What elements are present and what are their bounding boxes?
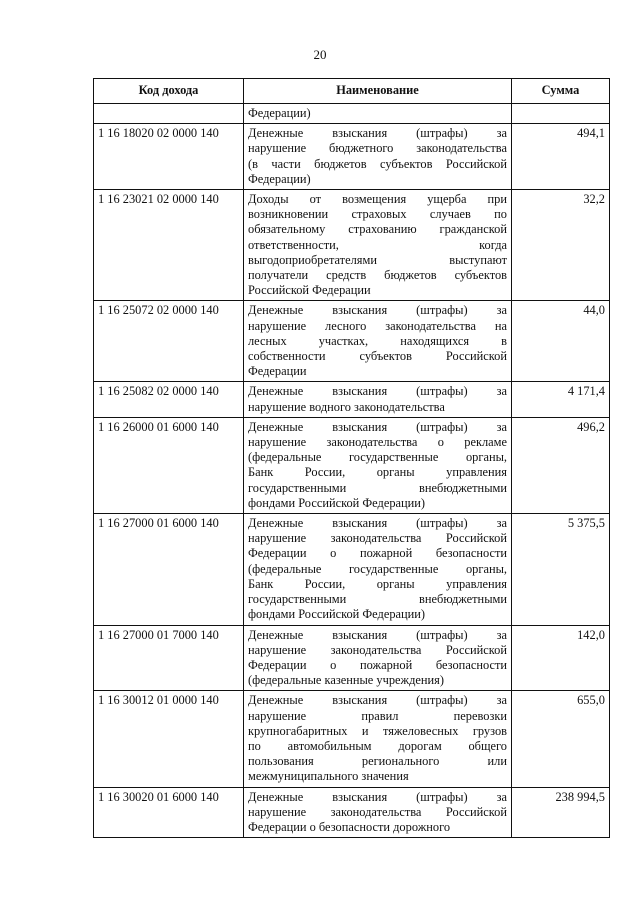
revenue-name-line: нарушение водного законодательства xyxy=(248,399,445,414)
revenue-name-cell xyxy=(244,625,512,691)
continuation-code xyxy=(94,104,244,124)
revenue-name-line: нарушение законодательства Российской xyxy=(248,804,507,819)
revenue-name-cell xyxy=(244,787,512,838)
revenue-code-cell: 1 16 23021 02 0000 140 xyxy=(94,190,244,301)
revenue-name-cell xyxy=(244,691,512,787)
table-row xyxy=(94,190,610,301)
revenue-name-cell xyxy=(244,190,512,301)
revenue-sum-cell: 44,0 xyxy=(512,301,610,382)
table-row xyxy=(94,301,610,382)
revenue-name-line: межмуниципального значения xyxy=(248,769,409,784)
revenue-name-line: Денежные взыскания (штрафы) за xyxy=(248,384,507,399)
table-row xyxy=(94,691,610,787)
revenue-name-line: Федерации о пожарной безопасности xyxy=(248,657,507,672)
revenue-name-line: Федерации о пожарной безопасности xyxy=(248,546,507,561)
revenue-name-line: Денежные взыскания (штрафы) за xyxy=(248,789,507,804)
revenue-name-line: Федерации) xyxy=(248,171,311,186)
table-row xyxy=(94,124,610,190)
revenue-code-cell: 1 16 27000 01 6000 140 xyxy=(94,514,244,625)
revenue-name-line: собственности субъектов Российской xyxy=(248,349,507,364)
revenue-code-cell: 1 16 26000 01 6000 140 xyxy=(94,417,244,513)
revenue-name-line: (федеральные государственные органы, xyxy=(248,561,507,576)
revenue-name-line: нарушение лесного законодательства на xyxy=(248,318,507,333)
continuation-row xyxy=(94,104,610,124)
revenue-sum-cell: 142,0 xyxy=(512,625,610,691)
revenue-name-line: государственными внебюджетными xyxy=(248,480,507,495)
revenue-name-line: выгодоприобретателями выступают xyxy=(248,252,507,267)
revenue-sum-cell: 32,2 xyxy=(512,190,610,301)
revenue-name-line: Денежные взыскания (штрафы) за xyxy=(248,303,507,318)
revenue-name-line: нарушение законодательства Российской xyxy=(248,642,507,657)
revenue-name-line: крупногабаритных и тяжеловесных грузов xyxy=(248,723,507,738)
revenue-code-cell: 1 16 25082 02 0000 140 xyxy=(94,382,244,417)
revenue-name-line: ответственности, когда xyxy=(248,237,507,252)
header-sum: Сумма xyxy=(512,79,610,104)
table-row xyxy=(94,514,610,625)
table-row xyxy=(94,787,610,838)
revenue-name-line: государственными внебюджетными xyxy=(248,592,507,607)
revenue-sum-cell: 4 171,4 xyxy=(512,382,610,417)
table-row xyxy=(94,625,610,691)
continuation-name: Федерации) xyxy=(244,104,512,124)
revenue-name-cell xyxy=(244,124,512,190)
revenue-name-line: лесных участках, находящихся в xyxy=(248,333,507,348)
revenue-name-line: (федеральные государственные органы, xyxy=(248,450,507,465)
revenue-name-line: Денежные взыскания (штрафы) за xyxy=(248,516,507,531)
revenue-code-cell: 1 16 30012 01 0000 140 xyxy=(94,691,244,787)
revenue-sum-cell: 496,2 xyxy=(512,417,610,513)
revenue-sum-cell: 655,0 xyxy=(512,691,610,787)
revenue-name-line: нарушение законодательства Российской xyxy=(248,531,507,546)
revenue-name-line: Банк России, органы управления xyxy=(248,576,507,591)
revenue-name-line: Доходы от возмещения ущерба при xyxy=(248,192,507,207)
revenue-name-line: (федеральные казенные учреждения) xyxy=(248,673,444,688)
revenue-sum-cell: 238 994,5 xyxy=(512,787,610,838)
revenue-name-line: нарушение правил перевозки xyxy=(248,708,507,723)
revenue-code-cell: 1 16 30020 01 6000 140 xyxy=(94,787,244,838)
revenue-name-line: фондами Российской Федерации) xyxy=(248,607,426,622)
revenue-code-cell: 1 16 18020 02 0000 140 xyxy=(94,124,244,190)
revenue-name-line: Федерации xyxy=(248,364,307,379)
revenue-name-line: Денежные взыскания (штрафы) за xyxy=(248,693,507,708)
table-body xyxy=(94,104,610,838)
revenue-name-cell xyxy=(244,417,512,513)
revenue-name-cell xyxy=(244,301,512,382)
table-row xyxy=(94,417,610,513)
continuation-sum xyxy=(512,104,610,124)
revenue-name-line: Денежные взыскания (штрафы) за xyxy=(248,419,507,434)
revenue-name-line: пользования регионального или xyxy=(248,754,507,769)
revenue-name-line: Денежные взыскания (штрафы) за xyxy=(248,126,507,141)
table-header-row xyxy=(94,79,610,104)
revenue-code-cell: 1 16 27000 01 7000 140 xyxy=(94,625,244,691)
revenue-name-line: нарушение бюджетного законодательства xyxy=(248,141,507,156)
revenue-sum-cell: 494,1 xyxy=(512,124,610,190)
revenue-name-line: (в части бюджетов субъектов Российской xyxy=(248,156,507,171)
revenue-name-line: нарушение законодательства о рекламе xyxy=(248,435,507,450)
revenue-name-line: Российской Федерации xyxy=(248,283,371,298)
revenue-name-line: Федерации о безопасности дорожного xyxy=(248,819,451,834)
header-code: Код дохода xyxy=(94,79,244,104)
revenue-name-line: получатели средств бюджетов субъектов xyxy=(248,268,507,283)
revenue-name-line: по автомобильным дорогам общего xyxy=(248,738,507,753)
revenue-name-line: возникновении страховых случаев по xyxy=(248,207,507,222)
header-name: Наименование xyxy=(244,79,512,104)
table-row xyxy=(94,382,610,417)
revenue-name-cell xyxy=(244,514,512,625)
revenue-name-cell xyxy=(244,382,512,417)
revenue-name-line: Денежные взыскания (штрафы) за xyxy=(248,627,507,642)
revenue-table xyxy=(93,78,610,838)
page-number: 20 xyxy=(313,47,327,62)
revenue-name-line: фондами Российской Федерации) xyxy=(248,495,426,510)
revenue-name-line: обязательному страхованию гражданской xyxy=(248,222,507,237)
revenue-name-line: Банк России, органы управления xyxy=(248,465,507,480)
revenue-code-cell: 1 16 25072 02 0000 140 xyxy=(94,301,244,382)
revenue-sum-cell: 5 375,5 xyxy=(512,514,610,625)
